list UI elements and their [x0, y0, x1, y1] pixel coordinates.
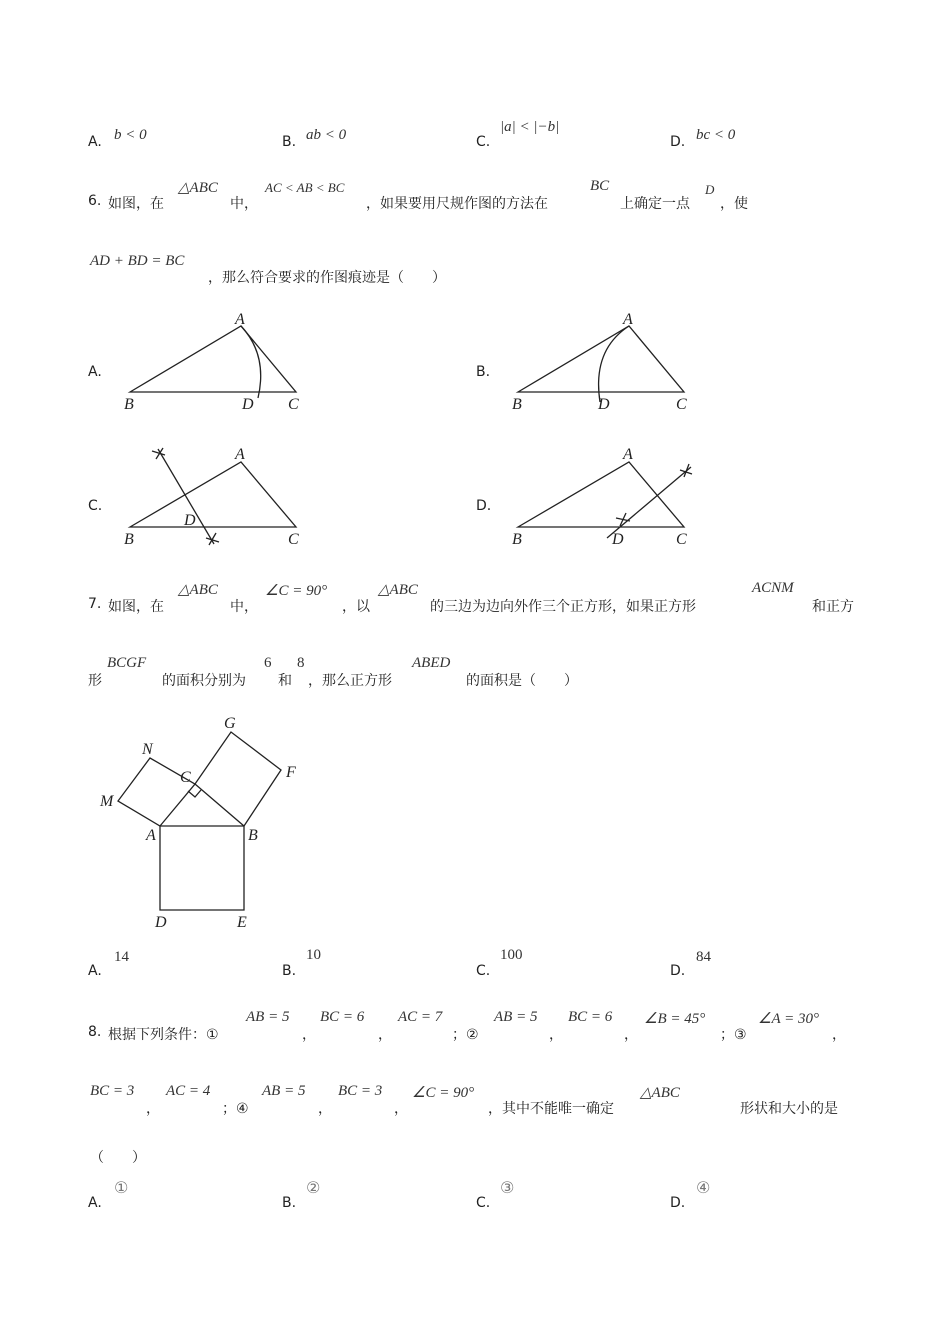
q8-option-c-letter: C.: [476, 1195, 491, 1211]
q6c-label-b: B: [124, 531, 134, 548]
q6-option-b-letter: B.: [476, 364, 491, 380]
q8-comma-5: ，: [832, 1027, 846, 1043]
q8-sep-2: ；②: [452, 1027, 479, 1043]
q8-option-a-value: ①: [114, 1178, 129, 1197]
q7-text-2: 中，: [230, 599, 258, 615]
q7-option-d-letter: D.: [670, 963, 686, 979]
q8-cond-bc6: BC = 6: [320, 1009, 365, 1025]
q7-text-6: 形: [88, 673, 102, 689]
q6b-label-a: A: [623, 311, 633, 328]
q6-inequality: AC < AB < BC: [265, 180, 345, 195]
q7-square-acnm: ACNM: [752, 580, 794, 596]
q6c-label-d: D: [184, 512, 196, 529]
q5-option-d-expr: bc < 0: [696, 127, 736, 143]
q7-text-10: 的面积是（ ）: [466, 673, 578, 689]
q7-text-5: 和正方: [812, 599, 854, 615]
q7-triangle-abc-2: △ABC: [378, 582, 418, 598]
q8-cond-ab5-2: AB = 5: [494, 1009, 538, 1025]
q8-comma-6: ，: [146, 1101, 160, 1117]
q6-point-d: D: [705, 182, 715, 197]
q6-text-5: ，使: [720, 196, 748, 212]
q8-cond-ac7: AC = 7: [398, 1009, 443, 1025]
q6b-label-d: D: [598, 396, 610, 413]
q6-segment-bc: BC: [590, 178, 610, 194]
q8-text-2: ，其中不能唯一确定: [488, 1101, 614, 1117]
q8-option-b-letter: B.: [282, 1195, 297, 1211]
q5-option-a-expr: b < 0: [114, 127, 147, 143]
q8-cond-bc3: BC = 3: [90, 1083, 135, 1099]
q7-square-abed: ABED: [412, 655, 451, 671]
q6-option-a-letter: A.: [88, 364, 102, 380]
q8-comma-2: ，: [378, 1027, 392, 1043]
q8-option-d-value: ④: [696, 1178, 711, 1197]
q7-square-bcgf-shape: [195, 732, 281, 826]
q7-square-bcgf: BCGF: [107, 655, 147, 671]
q7-value-8: 8: [297, 655, 305, 671]
q8-option-d-letter: D.: [670, 1195, 686, 1211]
q8-cond-c90: ∠C = 90°: [412, 1085, 475, 1101]
q6d-label-c: C: [676, 531, 687, 548]
q8-option-c-value: ③: [500, 1178, 515, 1197]
q7-square-abed-shape: [160, 826, 244, 910]
q6-text-4: 上确定一点: [620, 196, 690, 212]
q8-cond-a30: ∠A = 30°: [758, 1011, 819, 1027]
q7-text-7: 的面积分别为: [162, 673, 246, 689]
q7-angle-c: ∠C = 90°: [265, 583, 328, 599]
q7-label-m: M: [100, 793, 114, 810]
q7-label-g: G: [224, 715, 236, 732]
q6-number: 6.: [88, 193, 102, 209]
q8-sep-4: ；④: [222, 1101, 249, 1117]
q8-cond-bc3-2: BC = 3: [338, 1083, 383, 1099]
q7-label-a: A: [146, 827, 156, 844]
q6-text-6: ，那么符合要求的作图痕迹是（ ）: [208, 270, 446, 286]
q7-option-a-letter: A.: [88, 963, 102, 979]
q6d-label-b: B: [512, 531, 522, 548]
q7-option-a-value: 14: [114, 949, 129, 965]
q6b-label-b: B: [512, 396, 522, 413]
q7-label-e: E: [237, 914, 247, 931]
q6a-label-a: A: [235, 311, 245, 328]
q7-text-4: 的三边为边向外作三个正方形，如果正方形: [430, 599, 696, 615]
q8-comma-4: ，: [624, 1027, 638, 1043]
q5-option-a-letter: A.: [88, 134, 102, 150]
q6-text-3: ，如果要用尺规作图的方法在: [366, 196, 548, 212]
q8-text-1: 根据下列条件：①: [108, 1027, 219, 1043]
q8-cond-ab5-3: AB = 5: [262, 1083, 306, 1099]
q6a-label-c: C: [288, 396, 299, 413]
q7-text-1: 如图，在: [108, 599, 164, 615]
q7-label-b: B: [248, 827, 258, 844]
q8-option-b-value: ②: [306, 1178, 321, 1197]
q7-option-d-value: 84: [696, 949, 711, 965]
q8-comma-1: ，: [302, 1027, 316, 1043]
q6c-label-c: C: [288, 531, 299, 548]
q5-option-b-expr: ab < 0: [306, 127, 347, 143]
q5-option-c-letter: C.: [476, 134, 491, 150]
q5-option-d-letter: D.: [670, 134, 686, 150]
q7-text-8: 和: [278, 673, 292, 689]
q7-number: 7.: [88, 596, 102, 612]
q8-sep-3: ；③: [720, 1027, 747, 1043]
q8-option-a-letter: A.: [88, 1195, 102, 1211]
q7-option-b-letter: B.: [282, 963, 297, 979]
q7-text-9: ，那么正方形: [308, 673, 392, 689]
q8-triangle-abc: △ABC: [640, 1085, 680, 1101]
q6-option-d-letter: D.: [476, 498, 492, 514]
q7-triangle-abc: △ABC: [178, 582, 218, 598]
q7-value-6: 6: [264, 655, 272, 671]
q5-option-c-expr: |a| < |−b|: [500, 119, 560, 135]
q8-cond-ab5: AB = 5: [246, 1009, 290, 1025]
q7-option-c-value: 100: [500, 947, 523, 963]
q7-label-d: D: [155, 914, 167, 931]
q6-equation: AD + BD = BC: [90, 253, 185, 269]
q6-option-c-letter: C.: [88, 498, 103, 514]
q6-text-2: 中，: [230, 196, 258, 212]
q6c-label-a: A: [235, 446, 245, 463]
q5-option-b-letter: B.: [282, 134, 297, 150]
q6a-label-b: B: [124, 396, 134, 413]
q6-text-1: 如图，在: [108, 196, 164, 212]
q7-option-b-value: 10: [306, 947, 321, 963]
q8-text-3: 形状和大小的是: [740, 1101, 838, 1117]
q6a-label-d: D: [242, 396, 254, 413]
q8-number: 8.: [88, 1024, 102, 1040]
q8-cond-bc6-2: BC = 6: [568, 1009, 613, 1025]
q8-comma-7: ，: [318, 1101, 332, 1117]
q8-cond-ac4: AC = 4: [166, 1083, 211, 1099]
q8-answer-paren: （ ）: [90, 1150, 146, 1166]
q7-label-f: F: [286, 764, 296, 781]
q7-option-c-letter: C.: [476, 963, 491, 979]
q8-comma-3: ，: [549, 1027, 563, 1043]
q7-label-n: N: [142, 741, 153, 758]
q6d-label-d: D: [612, 531, 624, 548]
q8-cond-b45: ∠B = 45°: [644, 1011, 706, 1027]
q6d-label-a: A: [623, 446, 633, 463]
q7-text-3: ，以: [342, 599, 370, 615]
q7-label-c: C: [180, 769, 191, 786]
q6-triangle-abc: △ABC: [178, 180, 218, 196]
q8-comma-8: ，: [394, 1101, 408, 1117]
q6b-label-c: C: [676, 396, 687, 413]
